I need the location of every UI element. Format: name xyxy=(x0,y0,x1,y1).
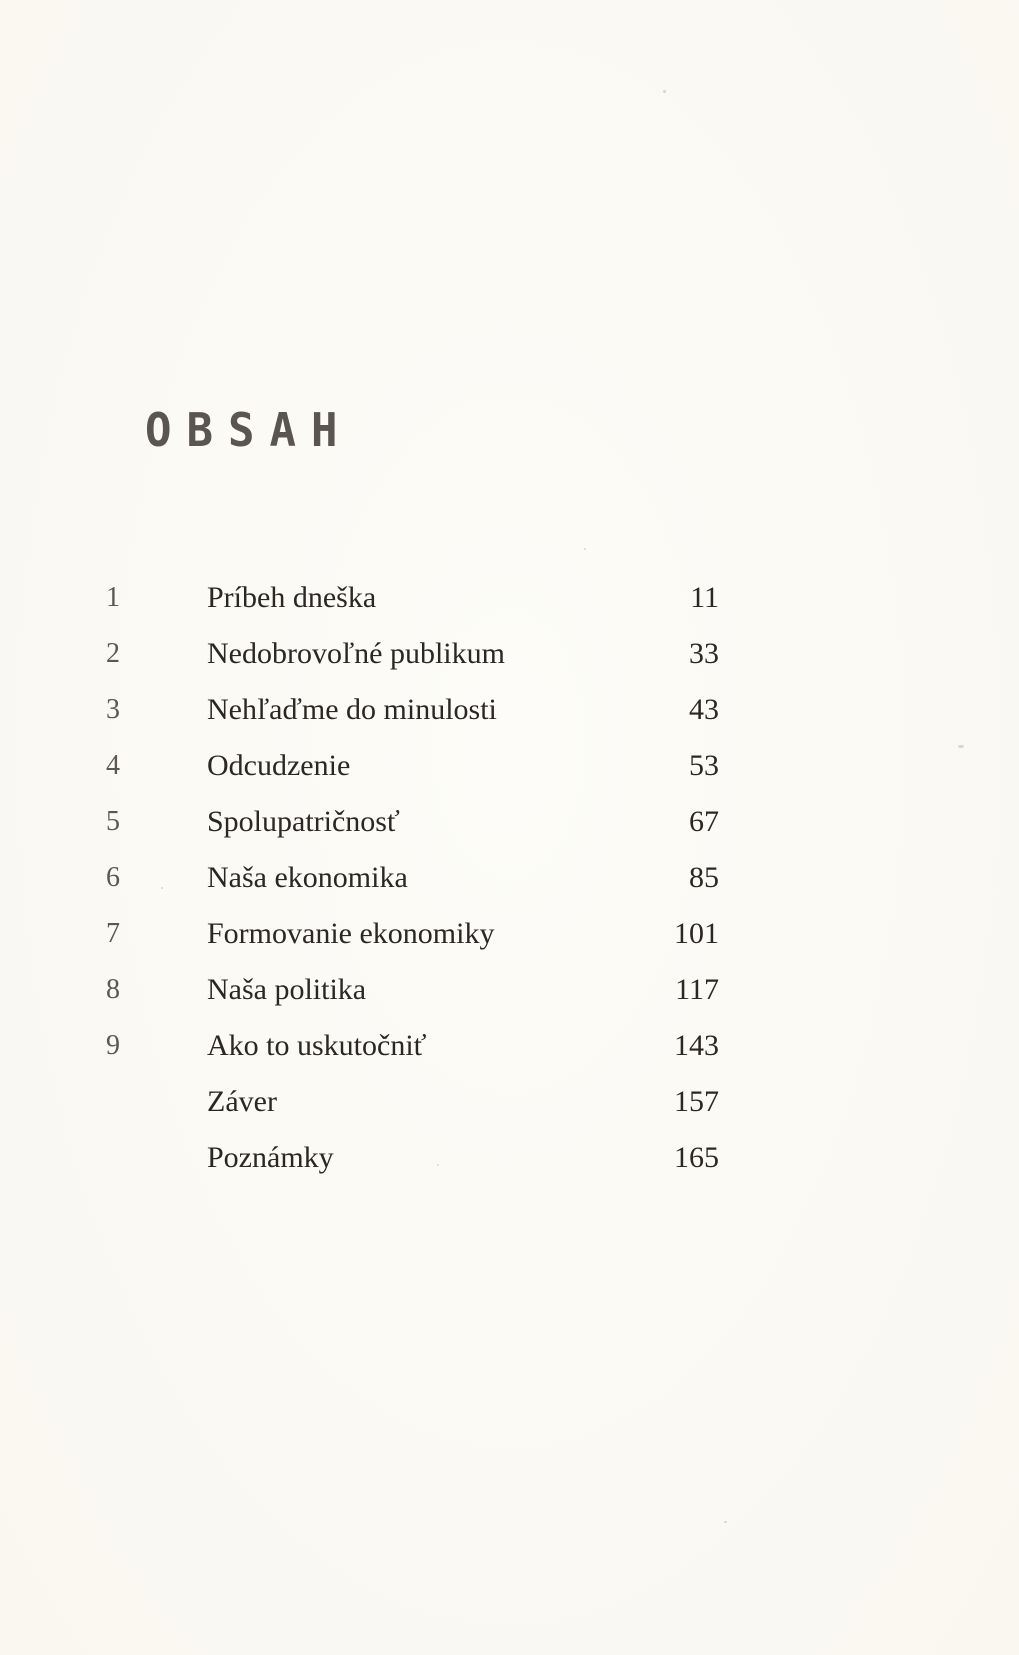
toc-entry xyxy=(0,794,1019,850)
chapter-title: Naša ekonomika xyxy=(207,861,408,894)
chapter-number: 8 xyxy=(106,974,120,1005)
page-number: 157 xyxy=(674,1085,719,1118)
chapter-number: 7 xyxy=(106,918,120,949)
table-of-contents xyxy=(0,570,1019,1186)
chapter-title: Záver xyxy=(207,1085,277,1118)
toc-entry xyxy=(0,570,1019,626)
paper-speck xyxy=(724,1521,727,1523)
toc-entry xyxy=(0,850,1019,906)
toc-entry xyxy=(0,738,1019,794)
chapter-title: Naša politika xyxy=(207,973,367,1006)
page-number: 11 xyxy=(690,581,719,614)
paper-speck xyxy=(958,745,964,748)
chapter-number: 5 xyxy=(106,806,120,837)
chapter-number: 2 xyxy=(106,638,120,669)
page-number: 85 xyxy=(689,861,719,894)
chapter-title: Formovanie ekonomiky xyxy=(207,917,495,950)
chapter-number: 3 xyxy=(106,694,120,725)
chapter-title: Nedobrovoľné publikum xyxy=(207,637,505,670)
paper-speck xyxy=(161,887,163,889)
page-number: 165 xyxy=(674,1141,719,1174)
chapter-title: Nehľaďme do minulosti xyxy=(207,693,497,726)
toc-entry xyxy=(0,626,1019,682)
page-number: 67 xyxy=(689,805,719,838)
chapter-number: 9 xyxy=(106,1030,120,1061)
paper-speck xyxy=(437,1164,439,1166)
chapter-number: 6 xyxy=(106,862,120,893)
chapter-title: Odcudzenie xyxy=(207,749,351,782)
page-title: OBSAH xyxy=(145,404,353,458)
page-number: 43 xyxy=(689,693,719,726)
chapter-title: Spolupatričnosť xyxy=(207,805,400,838)
toc-entry xyxy=(0,1018,1019,1074)
chapter-number: 1 xyxy=(106,582,120,613)
paper-speck xyxy=(584,548,586,550)
paper-speck xyxy=(663,90,666,93)
chapter-title: Príbeh dneška xyxy=(207,581,377,614)
page-number: 117 xyxy=(675,973,719,1006)
chapter-title: Ako to uskutočniť xyxy=(207,1029,427,1062)
toc-entry xyxy=(0,1130,1019,1186)
page-number: 33 xyxy=(689,637,719,670)
page-number: 101 xyxy=(674,917,719,950)
page-number: 143 xyxy=(674,1029,719,1062)
page-number: 53 xyxy=(689,749,719,782)
chapter-title: Poznámky xyxy=(207,1141,334,1174)
toc-entry xyxy=(0,1074,1019,1130)
toc-entry xyxy=(0,906,1019,962)
chapter-number: 4 xyxy=(106,750,120,781)
toc-entry xyxy=(0,682,1019,738)
toc-entry xyxy=(0,962,1019,1018)
